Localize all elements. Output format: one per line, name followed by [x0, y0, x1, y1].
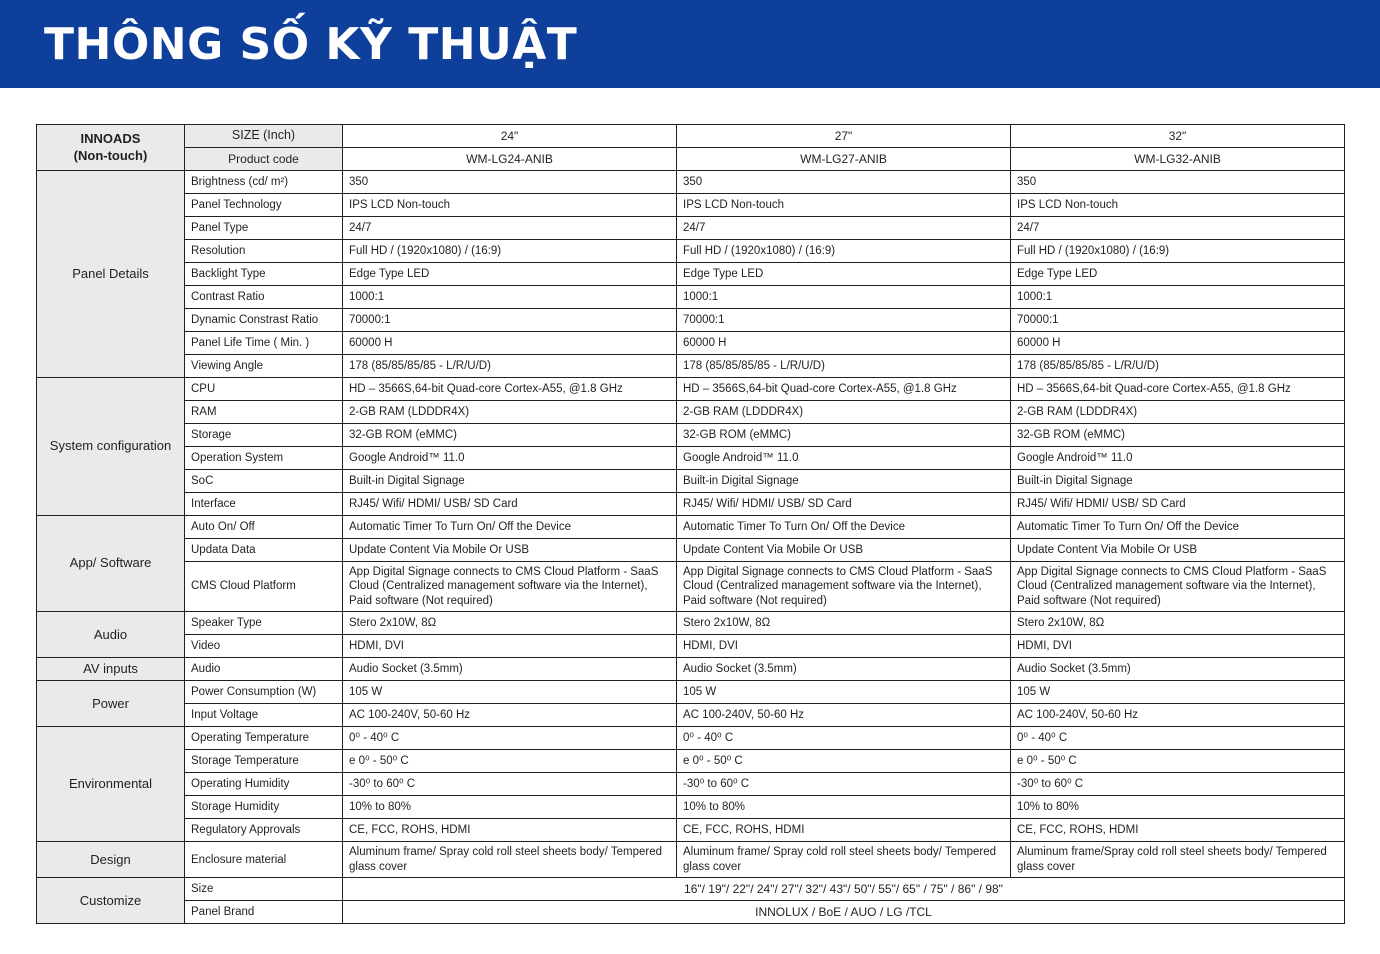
row-value: HD – 3566S,64-bit Quad-core Cortex-A55, @1.8 GHz	[343, 378, 677, 401]
row-label: Auto On/ Off	[185, 516, 343, 539]
row-value: e 0⁰ - 50⁰ C	[343, 750, 677, 773]
row-value: HD – 3566S,64-bit Quad-core Cortex-A55, @1.8 GHz	[677, 378, 1011, 401]
row-value: Stero 2x10W, 8Ω	[1011, 612, 1345, 635]
row-value: Aluminum frame/Spray cold roll steel sheets body/ Tempered glass cover	[1011, 842, 1345, 878]
row-label: RAM	[185, 401, 343, 424]
row-value: e 0⁰ - 50⁰ C	[1011, 750, 1345, 773]
row-value: 10% to 80%	[343, 796, 677, 819]
table-row	[37, 635, 1345, 658]
group-av-inputs: AV inputs	[37, 658, 185, 681]
table-row	[37, 796, 1345, 819]
row-value: IPS LCD Non-touch	[1011, 194, 1345, 217]
corner-cell	[37, 125, 185, 171]
row-value: Stero 2x10W, 8Ω	[343, 612, 677, 635]
row-label: CMS Cloud Platform	[185, 562, 343, 612]
row-value: Stero 2x10W, 8Ω	[677, 612, 1011, 635]
table-row	[37, 424, 1345, 447]
row-value: 105 W	[677, 681, 1011, 704]
row-value: 60000 H	[343, 332, 677, 355]
corner-line2: (Non-touch)	[73, 147, 148, 163]
row-value: HDMI, DVI	[677, 635, 1011, 658]
row-value: 0⁰ - 40⁰ C	[1011, 727, 1345, 750]
row-label: Video	[185, 635, 343, 658]
table-row	[37, 727, 1345, 750]
row-value: IPS LCD Non-touch	[677, 194, 1011, 217]
row-value: 24/7	[343, 217, 677, 240]
row-value: Automatic Timer To Turn On/ Off the Device	[677, 516, 1011, 539]
row-value: 32-GB ROM (eMMC)	[1011, 424, 1345, 447]
group-design: Design	[37, 842, 185, 878]
spec-sheet	[0, 88, 1380, 924]
row-value: -30⁰ to 60⁰ C	[343, 773, 677, 796]
row-value: Built-in Digital Signage	[343, 470, 677, 493]
table-row	[37, 612, 1345, 635]
table-row	[37, 901, 1345, 924]
row-value: Full HD / (1920x1080) / (16:9)	[677, 240, 1011, 263]
row-value: 10% to 80%	[677, 796, 1011, 819]
product-code-label: Product code	[185, 148, 343, 171]
row-value: 105 W	[343, 681, 677, 704]
row-value: 0⁰ - 40⁰ C	[677, 727, 1011, 750]
row-value: INNOLUX / BoE / AUO / LG /TCL	[343, 901, 1345, 924]
row-label: Size	[185, 878, 343, 901]
group-panel-details: Panel Details	[37, 171, 185, 378]
row-value: 60000 H	[1011, 332, 1345, 355]
table-row	[37, 878, 1345, 901]
row-value: Audio Socket (3.5mm)	[1011, 658, 1345, 681]
row-value: -30⁰ to 60⁰ C	[677, 773, 1011, 796]
row-value: Update Content Via Mobile Or USB	[343, 539, 677, 562]
row-value: 32-GB ROM (eMMC)	[343, 424, 677, 447]
row-value: 350	[1011, 171, 1345, 194]
row-value: 16"/ 19"/ 22"/ 24"/ 27"/ 32"/ 43"/ 50"/ 55"/ 65" / 75" / 86" / 98"	[343, 878, 1345, 901]
row-value: Full HD / (1920x1080) / (16:9)	[1011, 240, 1345, 263]
table-row	[37, 819, 1345, 842]
row-value: AC 100-240V, 50-60 Hz	[1011, 704, 1345, 727]
row-value: Automatic Timer To Turn On/ Off the Device	[343, 516, 677, 539]
row-label: Resolution	[185, 240, 343, 263]
row-value: RJ45/ Wifi/ HDMI/ USB/ SD Card	[343, 493, 677, 516]
page-header	[0, 0, 1380, 88]
spec-table	[36, 124, 1345, 924]
table-row	[37, 773, 1345, 796]
table-row	[37, 704, 1345, 727]
group-customize: Customize	[37, 878, 185, 924]
row-label: Operating Humidity	[185, 773, 343, 796]
row-value: 70000:1	[1011, 309, 1345, 332]
table-row	[37, 263, 1345, 286]
row-value: Google Android™ 11.0	[1011, 447, 1345, 470]
row-value: 178 (85/85/85/85 - L/R/U/D)	[1011, 355, 1345, 378]
row-value: App Digital Signage connects to CMS Cloud Platform - SaaS Cloud (Centralized management software via the Internet), Paid software (Not required)	[677, 562, 1011, 612]
row-label: Panel Technology	[185, 194, 343, 217]
table-row	[37, 240, 1345, 263]
row-value: 10% to 80%	[1011, 796, 1345, 819]
row-label: Panel Life Time ( Min. )	[185, 332, 343, 355]
row-value: 70000:1	[343, 309, 677, 332]
row-value: Built-in Digital Signage	[677, 470, 1011, 493]
row-value: HD – 3566S,64-bit Quad-core Cortex-A55, @1.8 GHz	[1011, 378, 1345, 401]
spec-table-body	[37, 125, 1345, 924]
table-row	[37, 194, 1345, 217]
row-label: Speaker Type	[185, 612, 343, 635]
row-label: Operating Temperature	[185, 727, 343, 750]
row-value: HDMI, DVI	[343, 635, 677, 658]
row-label: Interface	[185, 493, 343, 516]
row-value: Audio Socket (3.5mm)	[677, 658, 1011, 681]
row-value: 1000:1	[677, 286, 1011, 309]
row-value: 2-GB RAM (LDDDR4X)	[1011, 401, 1345, 424]
row-value: 178 (85/85/85/85 - L/R/U/D)	[677, 355, 1011, 378]
table-row	[37, 309, 1345, 332]
table-row	[37, 750, 1345, 773]
row-value: Automatic Timer To Turn On/ Off the Device	[1011, 516, 1345, 539]
row-value: Edge Type LED	[1011, 263, 1345, 286]
row-label: Power Consumption (W)	[185, 681, 343, 704]
row-label: Brightness (cd/ m²)	[185, 171, 343, 194]
row-value: 350	[343, 171, 677, 194]
table-row	[37, 493, 1345, 516]
table-row-size	[37, 125, 1345, 148]
row-label: Storage Temperature	[185, 750, 343, 773]
row-label: CPU	[185, 378, 343, 401]
row-value: CE, FCC, ROHS, HDMI	[1011, 819, 1345, 842]
row-label: Panel Brand	[185, 901, 343, 924]
group-app-software: App/ Software	[37, 516, 185, 612]
table-row	[37, 378, 1345, 401]
row-value: Google Android™ 11.0	[677, 447, 1011, 470]
row-value: Built-in Digital Signage	[1011, 470, 1345, 493]
row-value: Update Content Via Mobile Or USB	[1011, 539, 1345, 562]
row-label: Panel Type	[185, 217, 343, 240]
row-value: Edge Type LED	[677, 263, 1011, 286]
row-value: CE, FCC, ROHS, HDMI	[677, 819, 1011, 842]
row-value: 178 (85/85/85/85 - L/R/U/D)	[343, 355, 677, 378]
row-value: 24/7	[677, 217, 1011, 240]
row-label: Storage	[185, 424, 343, 447]
row-value: 0⁰ - 40⁰ C	[343, 727, 677, 750]
row-label: Enclosure material	[185, 842, 343, 878]
row-value: CE, FCC, ROHS, HDMI	[343, 819, 677, 842]
row-value: Aluminum frame/ Spray cold roll steel sheets body/ Tempered glass cover	[343, 842, 677, 878]
table-row	[37, 332, 1345, 355]
table-row	[37, 516, 1345, 539]
row-label: Operation System	[185, 447, 343, 470]
row-value: Aluminum frame/ Spray cold roll steel sheets body/ Tempered glass cover	[677, 842, 1011, 878]
table-row	[37, 217, 1345, 240]
table-row	[37, 286, 1345, 309]
size-value-24: 24"	[343, 125, 677, 148]
group-power: Power	[37, 681, 185, 727]
size-value-32: 32"	[1011, 125, 1345, 148]
product-code-24: WM-LG24-ANIB	[343, 148, 677, 171]
row-value: Edge Type LED	[343, 263, 677, 286]
table-row	[37, 171, 1345, 194]
row-value: App Digital Signage connects to CMS Cloud Platform - SaaS Cloud (Centralized management software via the Internet), Paid software (Not required)	[1011, 562, 1345, 612]
row-value: 2-GB RAM (LDDDR4X)	[343, 401, 677, 424]
row-value: Update Content Via Mobile Or USB	[677, 539, 1011, 562]
row-label: Regulatory Approvals	[185, 819, 343, 842]
table-row	[37, 539, 1345, 562]
row-value: RJ45/ Wifi/ HDMI/ USB/ SD Card	[1011, 493, 1345, 516]
group-audio: Audio	[37, 612, 185, 658]
row-label: Storage Humidity	[185, 796, 343, 819]
table-row	[37, 470, 1345, 493]
table-row	[37, 658, 1345, 681]
size-label: SIZE (Inch)	[185, 125, 343, 148]
row-value: RJ45/ Wifi/ HDMI/ USB/ SD Card	[677, 493, 1011, 516]
row-value: HDMI, DVI	[1011, 635, 1345, 658]
group-system-configuration: System configuration	[37, 378, 185, 516]
row-value: Audio Socket (3.5mm)	[343, 658, 677, 681]
row-label: Input Voltage	[185, 704, 343, 727]
row-value: 32-GB ROM (eMMC)	[677, 424, 1011, 447]
row-label: Audio	[185, 658, 343, 681]
product-code-32: WM-LG32-ANIB	[1011, 148, 1345, 171]
row-label: SoC	[185, 470, 343, 493]
row-value: Google Android™ 11.0	[343, 447, 677, 470]
table-row	[37, 401, 1345, 424]
row-value: App Digital Signage connects to CMS Cloud Platform - SaaS Cloud (Centralized management software via the Internet), Paid software (Not required)	[343, 562, 677, 612]
table-row	[37, 681, 1345, 704]
size-value-27: 27"	[677, 125, 1011, 148]
row-value: AC 100-240V, 50-60 Hz	[343, 704, 677, 727]
row-label: Updata Data	[185, 539, 343, 562]
row-value: 2-GB RAM (LDDDR4X)	[677, 401, 1011, 424]
row-value: -30⁰ to 60⁰ C	[1011, 773, 1345, 796]
row-value: 1000:1	[343, 286, 677, 309]
row-value: 105 W	[1011, 681, 1345, 704]
row-value: 70000:1	[677, 309, 1011, 332]
table-row	[37, 562, 1345, 612]
row-value: AC 100-240V, 50-60 Hz	[677, 704, 1011, 727]
page-title: THÔNG SỐ KỸ THUẬT	[44, 18, 578, 70]
row-label: Backlight Type	[185, 263, 343, 286]
row-value: 1000:1	[1011, 286, 1345, 309]
group-environmental: Environmental	[37, 727, 185, 842]
row-value: 60000 H	[677, 332, 1011, 355]
row-value: 24/7	[1011, 217, 1345, 240]
row-label: Contrast Ratio	[185, 286, 343, 309]
row-value: 350	[677, 171, 1011, 194]
row-value: Full HD / (1920x1080) / (16:9)	[343, 240, 677, 263]
product-code-27: WM-LG27-ANIB	[677, 148, 1011, 171]
table-row	[37, 842, 1345, 878]
table-row	[37, 447, 1345, 470]
row-label: Viewing Angle	[185, 355, 343, 378]
table-row-product-code	[37, 148, 1345, 171]
row-value: IPS LCD Non-touch	[343, 194, 677, 217]
row-label: Dynamic Constrast Ratio	[185, 309, 343, 332]
row-value: e 0⁰ - 50⁰ C	[677, 750, 1011, 773]
table-row	[37, 355, 1345, 378]
corner-line1: INNOADS	[80, 131, 141, 147]
